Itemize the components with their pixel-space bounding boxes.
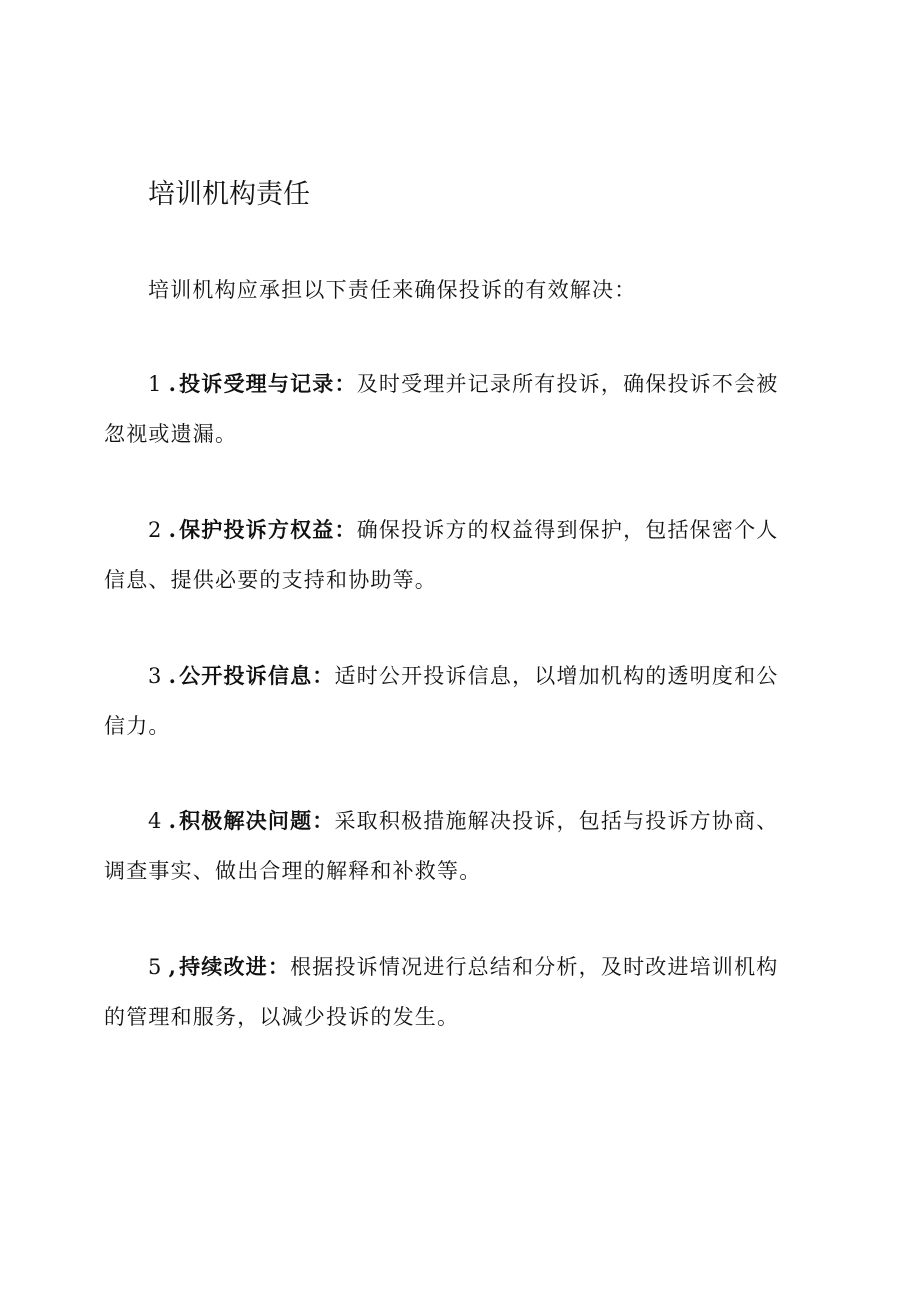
list-item-text: 根据投诉情况进行总结和分析，及时改进培训机构 xyxy=(290,955,779,979)
list-item xyxy=(104,359,816,459)
list-item-first-line xyxy=(104,796,816,846)
list-item-heading: 持续改进： xyxy=(179,955,291,979)
list-item-heading: 积极解决问题： xyxy=(179,809,335,833)
list-item-number: 1 xyxy=(148,372,163,396)
list-item-heading: 保护投诉方权益： xyxy=(179,518,357,542)
list-item xyxy=(104,505,816,605)
list-item-number: 5 xyxy=(148,955,163,979)
list-item-continuation: 信息、提供必要的支持和协助等。 xyxy=(104,568,437,592)
list-item-separator: , xyxy=(168,954,178,979)
list-item-text: 及时受理并记录所有投诉，确保投诉不会被 xyxy=(356,372,779,396)
list-item-continuation: 忽视或遗漏。 xyxy=(104,422,238,446)
list-item-continuation: 的管理和服务，以减少投诉的发生。 xyxy=(104,1005,460,1029)
list-item-heading: 公开投诉信息： xyxy=(179,664,335,688)
list-item xyxy=(104,796,816,896)
list-item-continuation: 调查事实、做出合理的解释和补救等。 xyxy=(104,859,482,883)
list-item-first-line xyxy=(104,651,816,701)
list-item-number: 2 xyxy=(148,518,163,542)
list-item-number: 4 xyxy=(148,809,163,833)
list-item-first-line xyxy=(104,942,816,992)
intro-paragraph: 培训机构应承担以下责任来确保投诉的有效解决： xyxy=(148,278,637,302)
list-item-number: 3 xyxy=(148,664,163,688)
list-item-text: 确保投诉方的权益得到保护，包括保密个人 xyxy=(356,518,779,542)
list-item-text: 采取积极措施解决投诉，包括与投诉方协商、 xyxy=(334,809,779,833)
list-item-separator: . xyxy=(168,808,178,833)
list-item-separator: . xyxy=(168,517,178,542)
list-item-first-line xyxy=(104,359,816,409)
list-item-separator: . xyxy=(168,663,178,688)
list-item xyxy=(104,942,816,1042)
list-item-text: 适时公开投诉信息，以增加机构的透明度和公 xyxy=(334,664,779,688)
list-item xyxy=(104,651,816,751)
list-item-heading: 投诉受理与记录： xyxy=(179,372,357,396)
list-item-separator: . xyxy=(168,371,178,396)
list-item-continuation: 信力。 xyxy=(104,714,171,738)
list-item-first-line xyxy=(104,505,816,555)
page-title: 培训机构责任 xyxy=(148,179,310,210)
